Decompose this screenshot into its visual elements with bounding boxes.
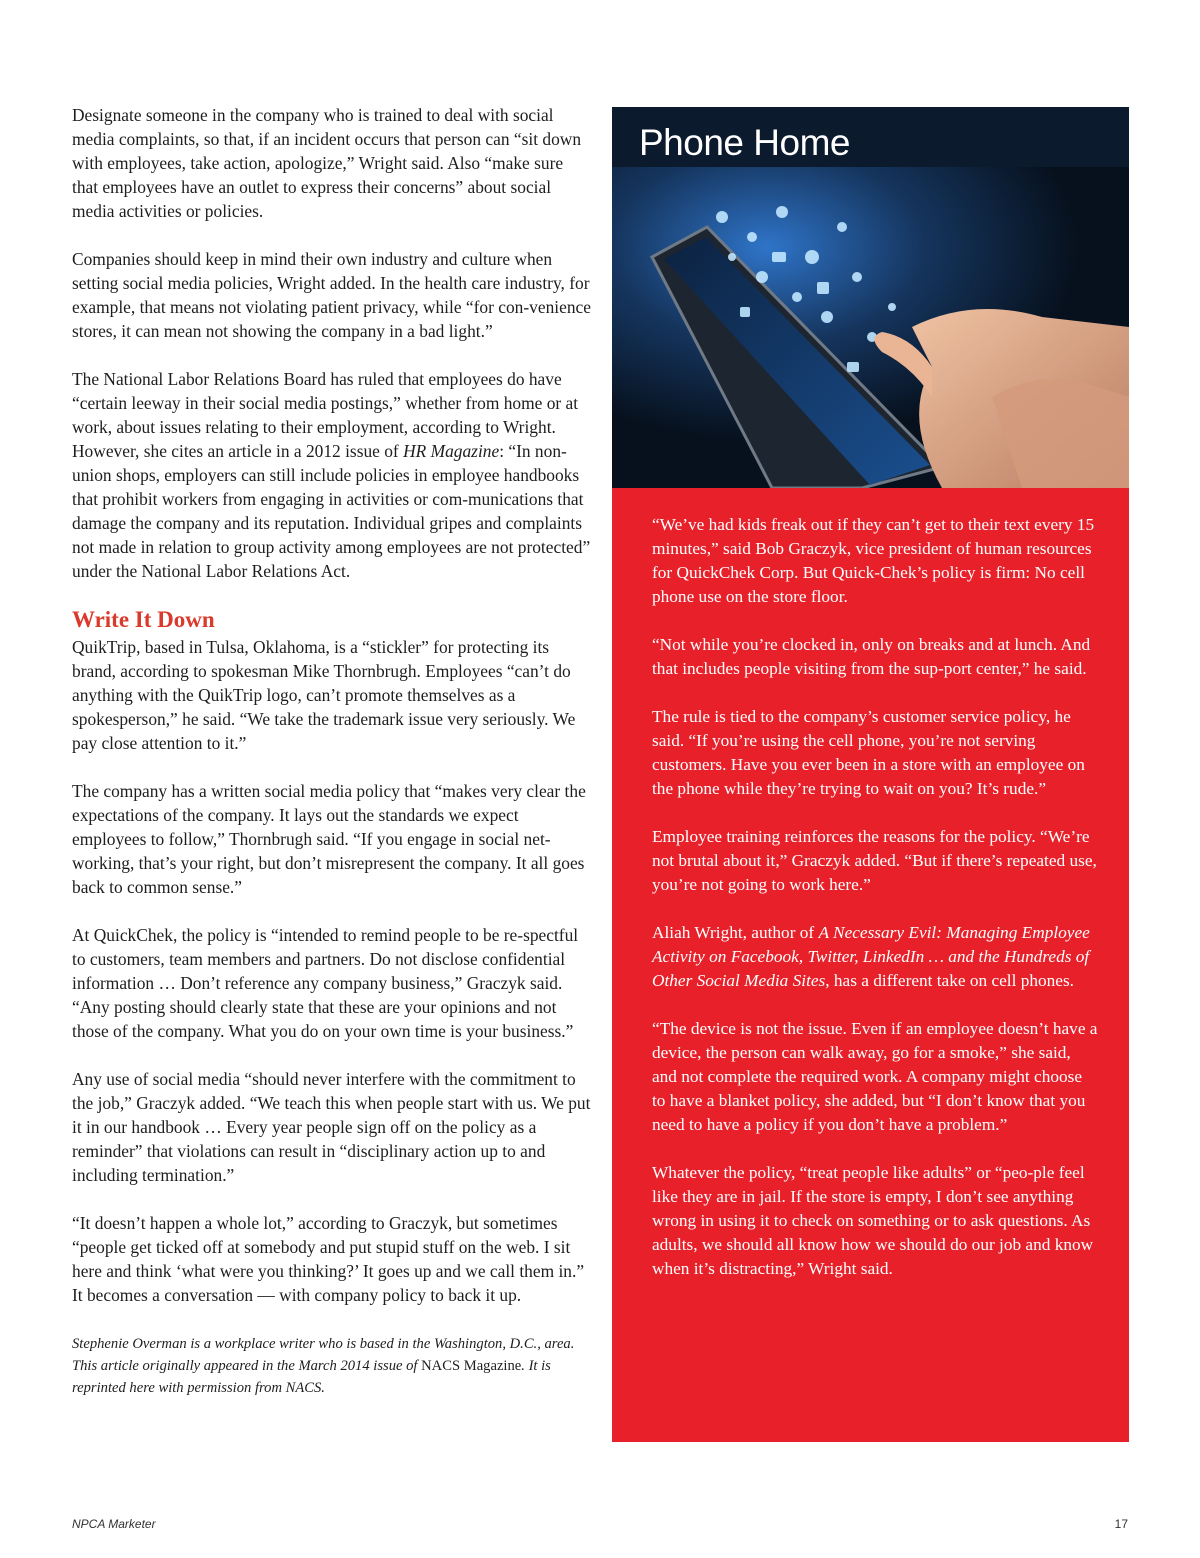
sidebar-header (612, 107, 1129, 488)
phone-hands-photo (612, 167, 1129, 488)
article-paragraph: QuikTrip, based in Tulsa, Oklahoma, is a “stickler” for protecting its brand, according to spokesman Mike Thornbrugh. Employees “can’t do anything with the QuikTrip logo, can’t promote themselves as a spokesperson,” he said. “We take the trademark issue very seriously. We pay close attention to it.” (72, 637, 576, 753)
article-paragraph: Any use of social media “should never interfere with the commitment to the job,” Graczyk added. “We teach this when people start with us. We put it in our handbook … Every year people sign off on the policy as a reminder” that violations can result in “disciplinary action up to and including termination.” (72, 1069, 591, 1185)
sidebar-paragraph: Employee training reinforces the reasons for the policy. “We’re not brutal about it,” Graczyk added. “But if there’s repeated use, you’re not going to work here.” (652, 827, 1097, 894)
article-text: : “In non-union shops, employers can still include policies in employee handbooks that prohibit workers from engaging in activities or com-munications that damage the company and its reputation. Individual gripes and complaints not made in relation to group activity among employees are not protected” under the National Labor Relations Act. (72, 441, 591, 581)
sidebar-text-span: Aliah Wright, author of (652, 923, 819, 942)
article-paragraph: The company has a written social media policy that “makes very clear the expectations of the company. It lays out the standards we expect employees to follow,” Thornbrugh said. “If you engage in social net-working, that’s your right, but don’t misrepresent the company. It all goes back to common sense.” (72, 781, 586, 897)
sidebar-title: Phone Home (639, 122, 850, 163)
footer-publication: NPCA Marketer (72, 1517, 156, 1531)
byline-text: . It is reprinted here with permission from NACS. (72, 1358, 551, 1396)
footer-page-number: 17 (1114, 1517, 1128, 1531)
sidebar-text (612, 488, 1129, 1442)
byline-magazine: NACS Magazine (421, 1358, 522, 1374)
sidebar-box (612, 107, 1129, 1442)
sidebar-paragraph: “The device is not the issue. Even if an employee doesn’t have a device, the person can walk away, go for a smoke,” she said, and not complete the required work. A company might choose to have a blanket policy, she added, but “I don’t know that you need to have a policy if you don’t have a problem.” (652, 1019, 1098, 1134)
byline-text: Stephenie Overman is a workplace writer who is based in the Washington, D.C., area. This article originally appeared in the March 2014 issue of (72, 1336, 575, 1374)
sidebar-paragraph (652, 921, 1099, 993)
book-title: A Necessary Evil: Managing Employee Activity on Facebook, Twitter, LinkedIn … and the Hundreds of Other Social Media Sites (652, 923, 1090, 990)
article-paragraph (72, 367, 592, 583)
magazine-title: HR Magazine (403, 441, 500, 461)
sidebar-text-span: , has a different take on cell phones. (825, 971, 1074, 990)
sidebar-paragraph: “Not while you’re clocked in, only on breaks and at lunch. And that includes people visiting from the sup-port center,” he said. (652, 635, 1091, 678)
sidebar-paragraph: The rule is tied to the company’s customer service policy, he said. “If you’re using the cell phone, you’re not serving customers. Have you ever been in a store with an employee on the phone while they’re trying to wait on you? It’s rude.” (652, 707, 1085, 798)
article-paragraph: “It doesn’t happen a whole lot,” according to Graczyk, but sometimes “people get ticked off at somebody and put stupid stuff on the web. I sit here and think ‘what were you thinking?’ It goes up and we call them in.” It becomes a conversation — with company policy to back it up. (72, 1213, 585, 1305)
sidebar-paragraph: “We’ve had kids freak out if they can’t get to their text every 15 minutes,” said Bob Graczyk, vice president of human resources for QuickChek Corp. But Quick-Chek’s policy is firm: No cell phone use on the store floor. (652, 515, 1095, 606)
article-paragraph: Designate someone in the company who is trained to deal with social media complaints, so that, if an incident occurs that person can “sit down with employees, take action, apologize,” Wright said. Also “make sure that employees have an outlet to express their concerns” about social media activities or policies. (72, 105, 582, 221)
article-paragraph: At QuickChek, the policy is “intended to remind people to be re-spectful to customers, team members and partners. Do not disclose confidential information … Don’t reference any company business,” Graczyk said. “Any posting should clearly state that these are your opinions and not those of the company. What you do on your own time is your business.” (72, 925, 579, 1041)
article-paragraph: Companies should keep in mind their own industry and culture when setting social media policies, Wright added. In the health care industry, for example, that means not violating patient privacy, while “for con-venience stores, it can mean not showing the company in a bad light.” (72, 249, 591, 341)
sidebar-paragraph: Whatever the policy, “treat people like adults” or “peo-ple feel like they are in jail. If the store is empty, I don’t see anything wrong in using it to check on something or to ask questions. As adults, we should all know how we should do our job and know when it’s distracting,” Wright said. (652, 1163, 1094, 1278)
section-heading: Write It Down (72, 607, 215, 632)
author-byline (72, 1333, 592, 1399)
article-text: The National Labor Relations Board has ruled that employees do have “certain leeway in their social media postings,” whether from home or at work, about issues relating to their employment, according to Wright. However, she cites an article in a 2012 issue of (72, 369, 579, 461)
article-column (72, 103, 592, 1399)
